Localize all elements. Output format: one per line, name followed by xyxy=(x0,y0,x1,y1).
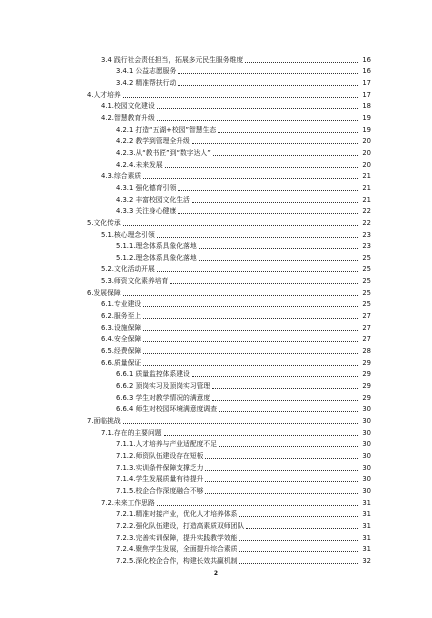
toc-leader-dots xyxy=(213,155,358,156)
toc-leader-dots xyxy=(143,341,358,342)
toc-leader-dots xyxy=(157,271,358,272)
toc-leader-dots xyxy=(218,132,358,133)
toc-leader-dots xyxy=(192,202,358,203)
toc-entry[interactable] xyxy=(0,461,371,473)
toc-leader-dots xyxy=(143,306,358,307)
toc-leader-dots xyxy=(246,528,358,529)
toc-entry-label: 4.1.校园文化建设 xyxy=(101,102,155,111)
toc-entry-label: 4.2.1 打造“五湖+校园”智慧生态 xyxy=(116,125,217,134)
toc-entry[interactable] xyxy=(0,321,371,333)
toc-leader-dots xyxy=(205,458,358,459)
toc-leader-dots xyxy=(239,551,358,552)
toc-entry-label: 7.2.未来工作思路 xyxy=(101,498,155,507)
toc-entry[interactable] xyxy=(0,263,371,275)
toc-entry-page: 27 xyxy=(362,335,371,344)
toc-entry[interactable] xyxy=(0,496,371,508)
toc-entry-label: 4.3.综合素质 xyxy=(101,172,142,181)
toc-entry-page: 31 xyxy=(362,498,371,507)
toc-entry[interactable] xyxy=(0,508,371,520)
toc-entry-page: 16 xyxy=(362,55,371,64)
toc-entry[interactable] xyxy=(0,391,371,403)
toc-entry-page: 31 xyxy=(362,521,371,530)
toc-entry-label: 6.2.服务至上 xyxy=(101,312,142,321)
toc-entry-page: 30 xyxy=(362,486,371,495)
toc-leader-dots xyxy=(178,73,358,74)
toc-entry[interactable] xyxy=(0,414,371,426)
toc-entry-label: 4.2.3.从“教书匠”到“数字达人” xyxy=(116,148,211,157)
toc-leader-dots xyxy=(205,470,358,471)
toc-entry[interactable] xyxy=(0,286,371,298)
toc-entry-label: 6.6.1 质量监控体系建设 xyxy=(116,370,190,379)
toc-entry-page: 31 xyxy=(362,545,371,554)
toc-entry-page: 29 xyxy=(362,358,371,367)
toc-entry-page: 17 xyxy=(362,90,371,99)
toc-leader-dots xyxy=(192,143,358,144)
toc-entry-page: 20 xyxy=(362,148,371,157)
toc-leader-dots xyxy=(165,167,358,168)
toc-entry[interactable] xyxy=(0,426,371,438)
toc-leader-dots xyxy=(123,225,358,226)
toc-entry-label: 7.1.5.校企合作深度融合不够 xyxy=(116,486,204,495)
toc-leader-dots xyxy=(245,62,358,63)
toc-entry-label: 4.2.2 教学到管理全升级 xyxy=(116,137,190,146)
toc-leader-dots xyxy=(239,563,358,564)
toc-entry[interactable] xyxy=(0,100,371,112)
toc-entry-label: 4.2.4.未来发展 xyxy=(116,160,163,169)
toc-entry[interactable] xyxy=(0,240,371,252)
toc-entry[interactable] xyxy=(0,228,371,240)
toc-entry-page: 21 xyxy=(362,195,371,204)
toc-entry[interactable] xyxy=(0,554,371,566)
toc-leader-dots xyxy=(123,295,358,296)
toc-entry-page: 22 xyxy=(362,207,371,216)
toc-entry-label: 6.5.经费保障 xyxy=(101,347,142,356)
toc-entry-label: 7.1.1.人才培养与产业适配度不足 xyxy=(116,440,218,449)
toc-entry-label: 7.1.存在的主要问题 xyxy=(101,428,162,437)
toc-leader-dots xyxy=(219,411,358,412)
toc-leader-dots xyxy=(192,376,358,377)
toc-entry[interactable] xyxy=(0,158,371,170)
toc-entry-page: 30 xyxy=(362,451,371,460)
toc-entry[interactable] xyxy=(0,531,371,543)
toc-leader-dots xyxy=(178,190,358,191)
table-of-contents xyxy=(0,53,432,566)
toc-entry-label: 5.文化传承 xyxy=(87,218,121,227)
toc-entry[interactable] xyxy=(0,473,371,485)
toc-entry[interactable] xyxy=(0,438,371,450)
toc-entry-label: 3.4.1 公益志愿服务 xyxy=(116,67,177,76)
toc-entry-page: 21 xyxy=(362,172,371,181)
toc-entry-label: 4.3.1 强化德育引领 xyxy=(116,183,177,192)
toc-entry[interactable] xyxy=(0,123,371,135)
page-number: 2 xyxy=(213,570,219,577)
toc-entry-page: 25 xyxy=(362,265,371,274)
toc-entry-label: 6.3.设施保障 xyxy=(101,323,142,332)
toc-entry-label: 5.2.文化活动开展 xyxy=(101,265,155,274)
toc-leader-dots xyxy=(123,423,358,424)
toc-leader-dots xyxy=(123,97,358,98)
toc-entry-page: 32 xyxy=(362,556,371,565)
toc-entry-label: 6.6.4 师生对校园环境满意度调查 xyxy=(116,405,218,414)
toc-entry[interactable] xyxy=(0,274,371,286)
toc-entry-label: 5.1.1.理念体系具象化落地 xyxy=(116,242,197,251)
toc-entry[interactable] xyxy=(0,309,371,321)
toc-entry-page: 20 xyxy=(362,137,371,146)
toc-leader-dots xyxy=(239,540,358,541)
toc-entry-page: 27 xyxy=(362,312,371,321)
toc-leader-dots xyxy=(170,283,358,284)
toc-entry-page: 31 xyxy=(362,510,371,519)
toc-entry-page: 21 xyxy=(362,183,371,192)
toc-entry-page: 31 xyxy=(362,533,371,542)
toc-entry-label: 6.6.2 顶岗实习及顶岗实习管理 xyxy=(116,382,211,391)
toc-entry-page: 22 xyxy=(362,218,371,227)
toc-entry-page: 30 xyxy=(362,475,371,484)
toc-entry-label: 4.人才培养 xyxy=(87,90,121,99)
toc-entry-page: 25 xyxy=(362,300,371,309)
toc-entry[interactable] xyxy=(0,484,371,496)
toc-leader-dots xyxy=(143,365,358,366)
toc-entry-label: 4.2.智慧教育升级 xyxy=(101,113,155,122)
toc-entry-label: 7.2.4.聚焦学生发展，全面提升综合素质 xyxy=(116,545,238,554)
toc-leader-dots xyxy=(157,237,358,238)
toc-entry-page: 29 xyxy=(362,370,371,379)
toc-entry[interactable] xyxy=(0,519,371,531)
toc-entry-label: 5.1.2.理念体系具象化落地 xyxy=(116,253,197,262)
toc-entry-label: 7.2.3.完善实训保障，提升实践教学效能 xyxy=(116,533,238,542)
toc-entry-label: 3.4 践行社会责任担当，拓展多元民生服务维度 xyxy=(101,55,244,64)
toc-entry-label: 5.1.核心理念引领 xyxy=(101,230,155,239)
toc-leader-dots xyxy=(239,516,358,517)
toc-entry-label: 7.面临挑战 xyxy=(87,417,121,425)
toc-entry[interactable] xyxy=(0,146,371,158)
toc-entry-page: 29 xyxy=(362,393,371,402)
toc-entry-page: 19 xyxy=(362,113,371,122)
toc-entry-page: 19 xyxy=(362,125,371,134)
toc-entry-page: 28 xyxy=(362,347,371,356)
toc-leader-dots xyxy=(157,108,358,109)
toc-entry-label: 6.6.质量保证 xyxy=(101,358,142,367)
toc-entry[interactable] xyxy=(0,135,371,147)
toc-entry-label: 6.4.安全保障 xyxy=(101,335,142,344)
toc-entry[interactable] xyxy=(0,76,371,88)
toc-entry-page: 16 xyxy=(362,67,371,76)
toc-entry-label: 7.2.1.精准对接产业，优化人才培养体系 xyxy=(116,510,238,519)
toc-leader-dots xyxy=(143,318,358,319)
toc-entry[interactable] xyxy=(0,298,371,310)
toc-leader-dots xyxy=(178,85,358,86)
toc-entry-page: 30 xyxy=(362,417,371,425)
toc-entry[interactable] xyxy=(0,251,371,263)
toc-leader-dots xyxy=(143,353,358,354)
toc-entry-label: 7.1.4.学生发展质量有待提升 xyxy=(116,475,204,484)
toc-entry[interactable] xyxy=(0,205,371,217)
toc-entry[interactable] xyxy=(0,181,371,193)
toc-leader-dots xyxy=(143,330,358,331)
toc-leader-dots xyxy=(157,505,358,506)
toc-leader-dots xyxy=(205,481,358,482)
toc-leader-dots xyxy=(143,178,358,179)
toc-leader-dots xyxy=(178,213,358,214)
toc-entry-page: 30 xyxy=(362,440,371,449)
toc-entry-page: 17 xyxy=(362,78,371,87)
toc-entry[interactable] xyxy=(0,356,371,368)
toc-entry[interactable] xyxy=(0,170,371,182)
toc-entry-label: 7.1.2.师资队伍建设存在短板 xyxy=(116,451,204,460)
toc-entry-page: 25 xyxy=(362,277,371,286)
toc-entry-page: 27 xyxy=(362,323,371,332)
toc-entry-label: 6.6.3 学生对教学情况的满意度 xyxy=(116,393,211,402)
toc-entry[interactable] xyxy=(0,379,371,391)
toc-entry-page: 20 xyxy=(362,160,371,169)
toc-leader-dots xyxy=(157,120,358,121)
toc-leader-dots xyxy=(205,493,358,494)
toc-entry-label: 7.1.3.实训条件保障支撑乏力 xyxy=(116,463,204,472)
toc-entry-page: 30 xyxy=(362,463,371,472)
toc-entry[interactable] xyxy=(0,449,371,461)
toc-entry-page: 23 xyxy=(362,230,371,239)
toc-entry[interactable] xyxy=(0,403,371,415)
toc-entry-page: 23 xyxy=(362,242,371,251)
toc-entry[interactable] xyxy=(0,344,371,356)
toc-entry[interactable] xyxy=(0,65,371,77)
toc-entry-label: 4.3.3 关注身心健康 xyxy=(116,207,177,216)
toc-entry[interactable] xyxy=(0,216,371,228)
toc-entry[interactable] xyxy=(0,193,371,205)
toc-entry-label: 7.2.5.深化校企合作，构建长效共赢机制 xyxy=(116,556,238,565)
toc-entry-label: 3.4.2 精准帮扶行动 xyxy=(116,78,177,87)
toc-leader-dots xyxy=(219,446,358,447)
toc-entry[interactable] xyxy=(0,543,371,555)
toc-entry[interactable] xyxy=(0,88,371,100)
toc-leader-dots xyxy=(212,400,358,401)
toc-entry[interactable] xyxy=(0,333,371,345)
toc-entry-page: 30 xyxy=(362,405,371,414)
toc-entry-page: 29 xyxy=(362,382,371,391)
toc-entry[interactable] xyxy=(0,53,371,65)
toc-leader-dots xyxy=(164,435,358,436)
toc-entry[interactable] xyxy=(0,368,371,380)
toc-entry-page: 25 xyxy=(362,253,371,262)
toc-entry[interactable] xyxy=(0,111,371,123)
toc-entry-label: 5.3.师资文化素养培育 xyxy=(101,277,169,286)
toc-entry-page: 18 xyxy=(362,102,371,111)
toc-entry-label: 6.发展保障 xyxy=(87,288,121,297)
toc-entry-page: 30 xyxy=(362,428,371,437)
toc-entry-label: 6.1.专业建设 xyxy=(101,300,142,309)
toc-leader-dots xyxy=(212,388,358,389)
toc-entry-page: 25 xyxy=(362,288,371,297)
toc-entry-label: 4.3.2 丰富校园文化生活 xyxy=(116,195,190,204)
toc-leader-dots xyxy=(199,248,358,249)
toc-leader-dots xyxy=(199,260,358,261)
toc-entry-label: 7.2.2.强化队伍建设，打造高素质双师团队 xyxy=(116,521,245,530)
